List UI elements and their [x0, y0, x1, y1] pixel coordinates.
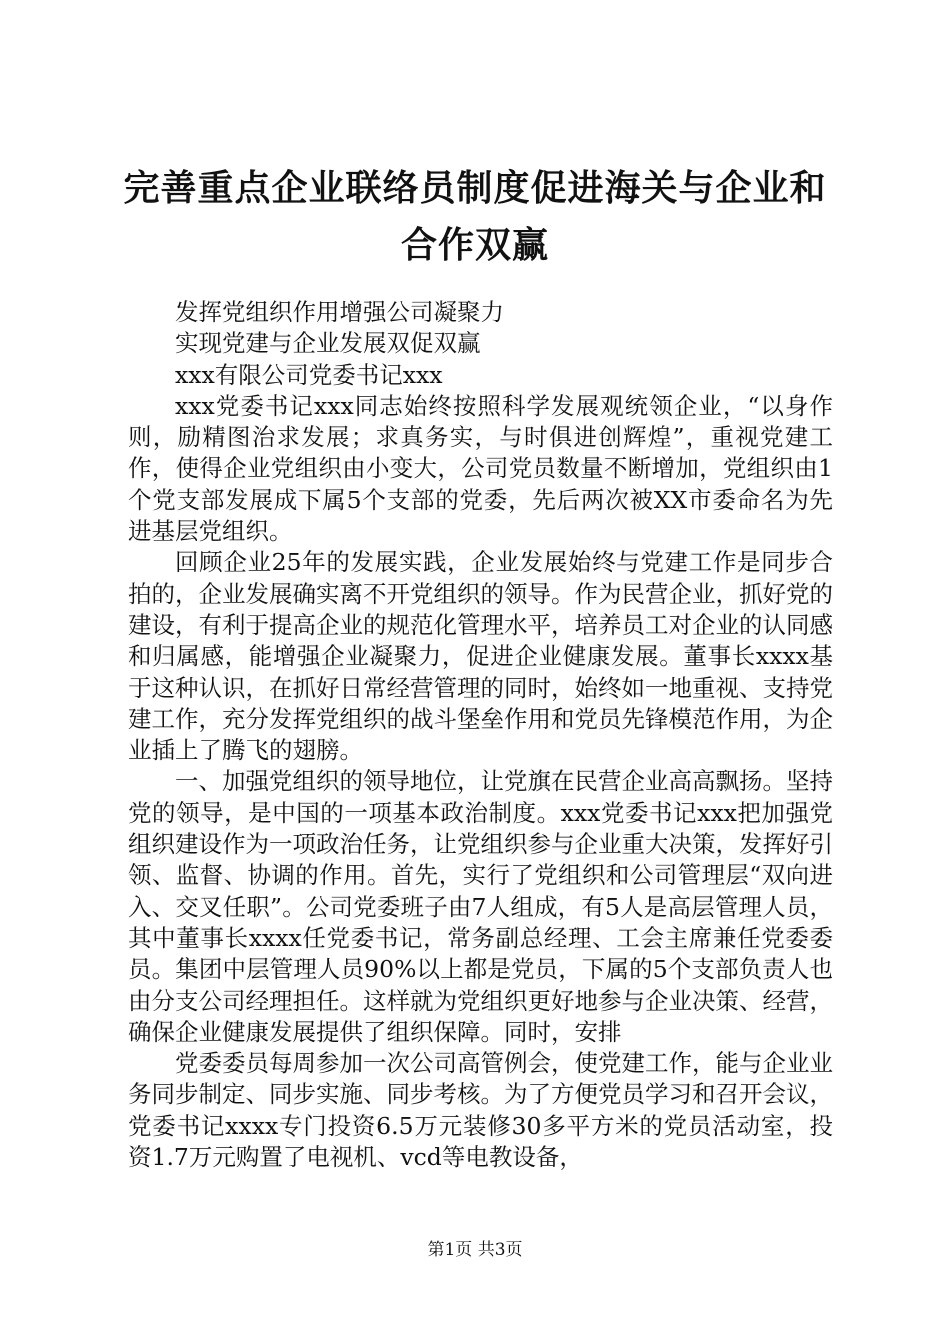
document-body	[128, 297, 833, 1173]
subtitle-line: 发挥党组织作用增强公司凝聚力	[175, 298, 504, 326]
body-paragraph: 回顾企业25年的发展实践，企业发展始终与党建工作是同步合拍的，企业发展确实离不开党组织的领导。作为民营企业，抓好党的建设，有利于提高企业的规范化管理水平，培养员工对企业的认同感和归属感，能增强企业凝聚力，促进企业健康发展。董事长xxxx基于这种认识，在抓好日常经营管理的同时，始终如一地重视、支持党建工作，充分发挥党组织的战斗堡垒作用和党员先锋模范作用，为企业插上了腾飞的翅膀。	[128, 548, 833, 765]
subtitle-line: 实现党建与企业发展双促双赢	[175, 329, 481, 358]
body-paragraph: 党委委员每周参加一次公司高管例会，使党建工作，能与企业业务同步制定、同步实施、同步考核。为了方便党员学习和召开会议，党委书记xxxx专门投资6.5万元装修30多平方米的党员活动室，投资1.7万元购置了电视机、vcd等电教设备，	[128, 1049, 833, 1172]
author-line: xxx有限公司党委书记xxx	[175, 360, 443, 389]
body-paragraph: 一、加强党组织的领导地位，让党旗在民营企业高高飘扬。坚持党的领导，是中国的一项基本政治制度。xxx党委书记xxx把加强党组织建设作为一项政治任务，让党组织参与企业重大决策，发挥好引领、监督、协调的作用。首先，实行了党组织和公司管理层“双向进入、交叉任职”。公司党委班子由7人组成，有5人是高层管理人员，其中董事长xxxx任党委书记，常务副总经理、工会主席兼任党委委员。集团中层管理人员90%以上都是党员，下属的5个支部负责人也由分支公司经理担任。这样就为党组织更好地参与企业决策、经营，确保企业健康发展提供了组织保障。同时，安排	[128, 767, 833, 1046]
page-footer: 第1页 共3页	[427, 1240, 523, 1260]
document-title: 完善重点企业联络员制度促进海关与企业和合作双赢	[123, 168, 827, 266]
body-paragraph: xxx党委书记xxx同志始终按照科学发展观统领企业，“以身作则，励精图治求发展；求真务实，与时俱进创辉煌”，重视党建工作，使得企业党组织由小变大，公司党员数量不断增加，党组织由1个党支部发展成下属5个支部的党委，先后两次被XX市委命名为先进基层党组织。	[128, 391, 833, 546]
